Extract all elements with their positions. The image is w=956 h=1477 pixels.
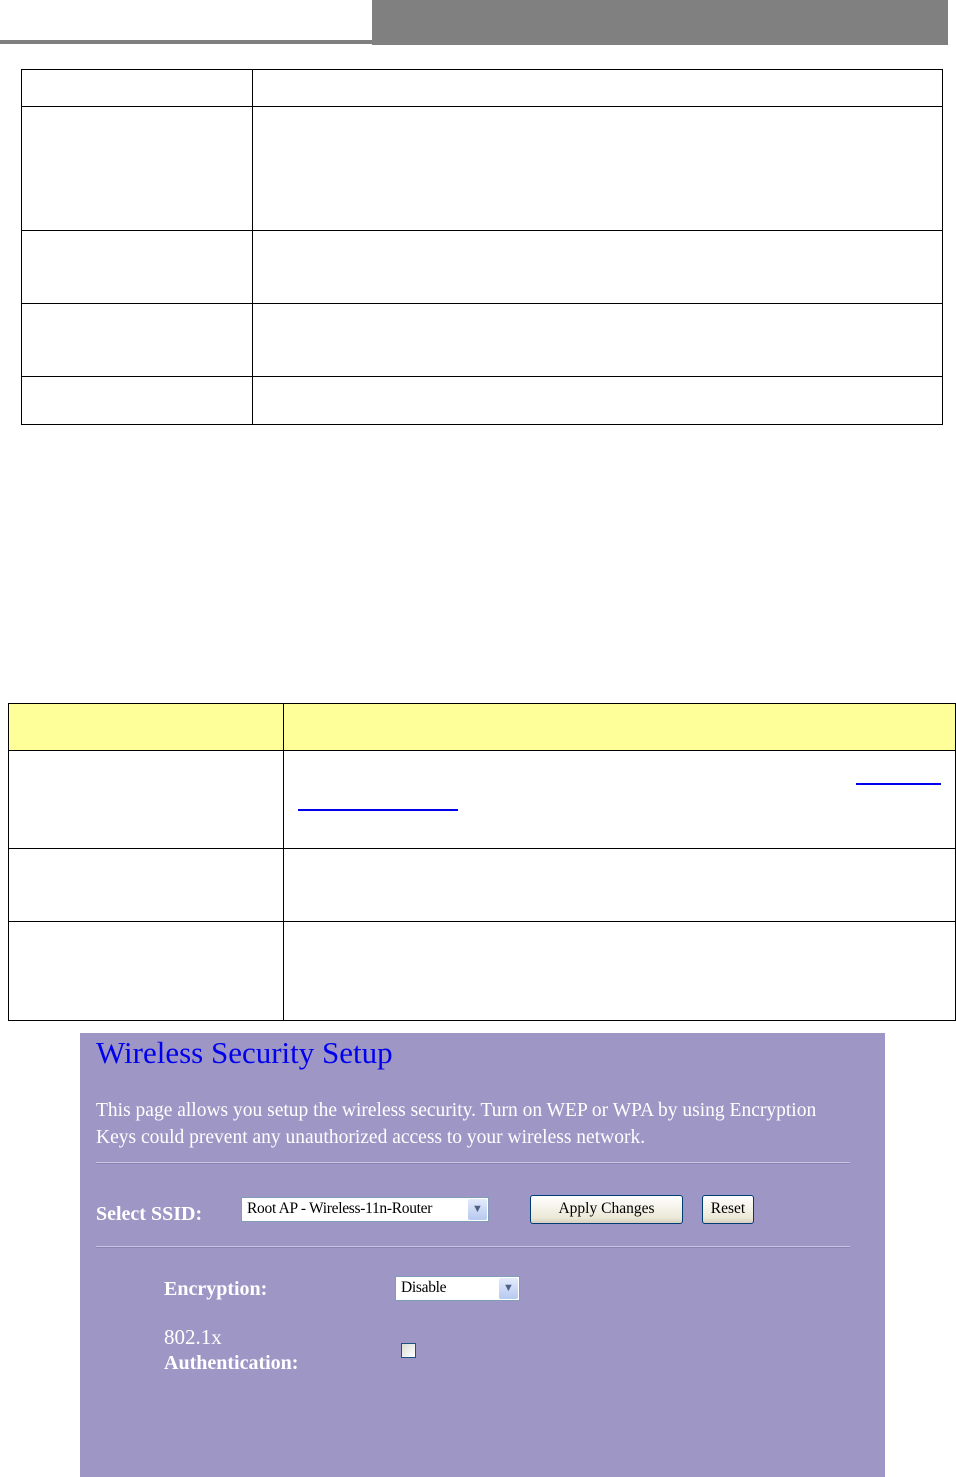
table-row <box>22 304 943 377</box>
divider <box>96 1162 850 1164</box>
chevron-down-icon[interactable]: ▼ <box>499 1278 518 1299</box>
table-cell <box>253 70 943 107</box>
table-row <box>9 751 956 849</box>
table-row <box>22 70 943 107</box>
encryption-label: Encryption: <box>164 1278 268 1300</box>
page-description: This page allows you setup the wireless security. Turn on WEP or WPA by using Encryption Keys could prevent any unauthorized access to your wireless network. <box>96 1100 817 1148</box>
table-cell <box>22 304 253 377</box>
table-cell <box>9 751 284 849</box>
table-cell <box>284 751 956 849</box>
auth-label-line1: 802.1x <box>164 1325 222 1349</box>
table-cell <box>253 231 943 304</box>
encryption-select-value: Disable <box>401 1279 447 1296</box>
table-header-row <box>9 704 956 751</box>
auth-label-line2: Authentication: <box>164 1352 299 1374</box>
wireless-security-panel <box>80 1033 885 1477</box>
table-cell <box>284 922 956 1021</box>
table-cell <box>22 70 253 107</box>
table-cell <box>9 922 284 1021</box>
divider <box>96 1246 850 1248</box>
ssid-select-value: Root AP - Wireless-11n-Router <box>247 1200 433 1217</box>
encryption-select[interactable] <box>395 1276 520 1301</box>
table-cell <box>253 304 943 377</box>
table-header-cell <box>284 704 956 751</box>
table-row <box>22 107 943 231</box>
link-underline[interactable] <box>298 809 458 811</box>
table-row <box>22 377 943 425</box>
parameter-table-1 <box>21 69 943 425</box>
apply-changes-button[interactable]: Apply Changes <box>530 1195 683 1224</box>
table-cell <box>9 849 284 922</box>
table-cell <box>22 107 253 231</box>
reset-button[interactable]: Reset <box>702 1195 754 1224</box>
page-title: Wireless Security Setup <box>96 1035 393 1070</box>
table-row <box>22 231 943 304</box>
ssid-select[interactable] <box>241 1197 489 1222</box>
parameter-table-2 <box>8 703 956 1021</box>
header-rule <box>0 40 372 44</box>
table-cell <box>22 377 253 425</box>
table-cell <box>22 231 253 304</box>
table-header-cell <box>9 704 284 751</box>
link-underline[interactable] <box>856 783 941 785</box>
auth-checkbox[interactable] <box>401 1343 416 1358</box>
chevron-down-icon[interactable]: ▼ <box>468 1199 487 1220</box>
table-cell <box>253 107 943 231</box>
table-cell <box>284 849 956 922</box>
table-row <box>9 849 956 922</box>
table-cell <box>253 377 943 425</box>
table-row <box>9 922 956 1021</box>
header-bar <box>372 0 948 45</box>
select-ssid-label: Select SSID: <box>96 1203 203 1225</box>
